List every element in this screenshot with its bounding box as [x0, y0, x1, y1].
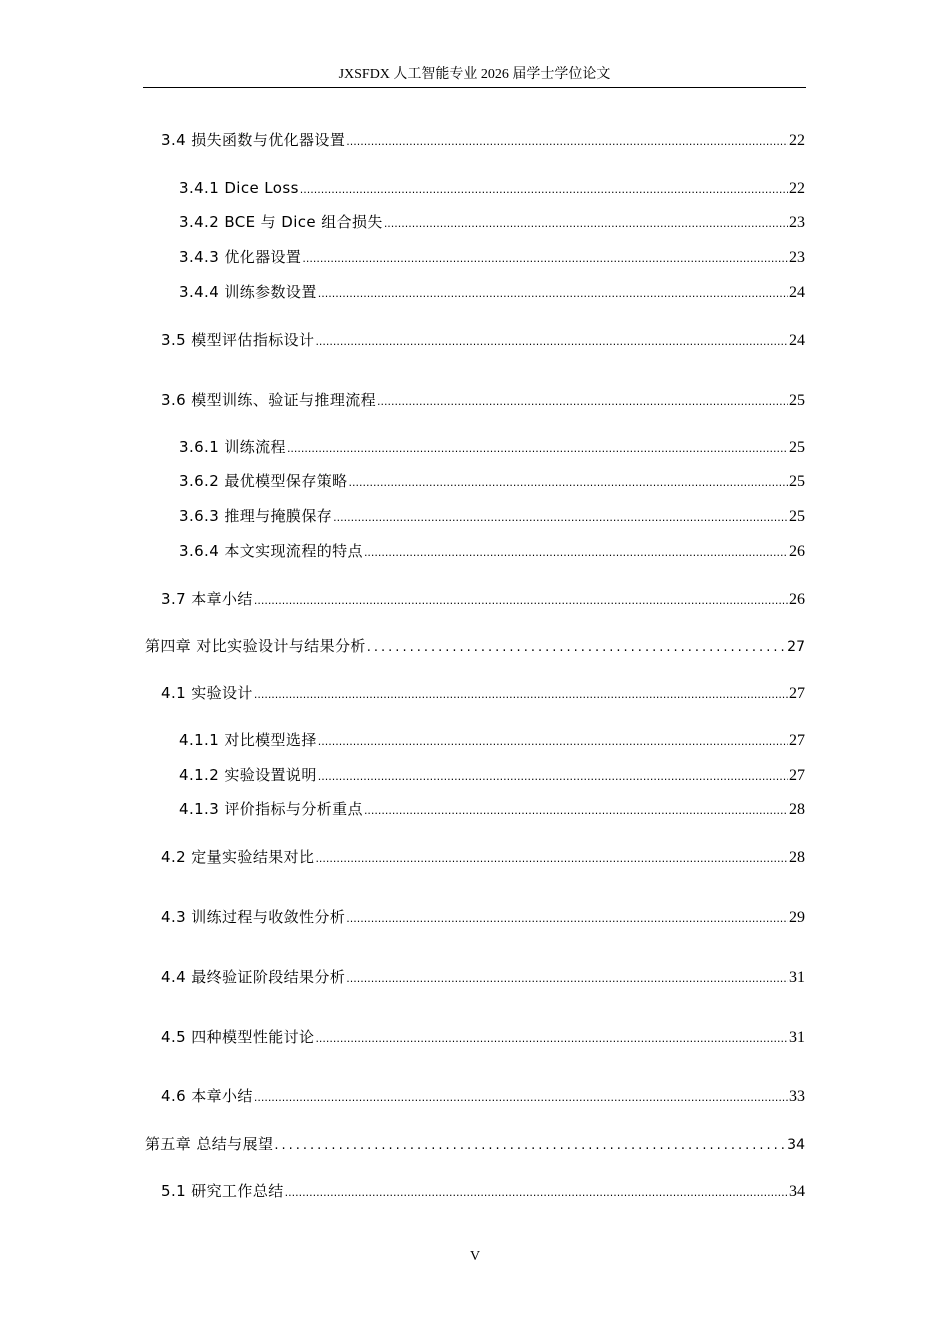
toc-entry-title: 4.1.1 对比模型选择 — [179, 731, 317, 749]
page-number: V — [469, 1249, 481, 1264]
toc-dot-leader — [254, 1087, 788, 1109]
toc-entry-page-number: 23 — [789, 214, 805, 231]
toc-section-entry[interactable] — [161, 588, 805, 610]
toc-entry-page-number: 31 — [789, 1029, 805, 1046]
toc-entry-title: 4.1.2 实验设置说明 — [179, 766, 317, 784]
toc-subsection-entry[interactable] — [179, 436, 805, 458]
toc-subsection-entry[interactable] — [179, 211, 805, 233]
toc-section-entry[interactable] — [161, 906, 805, 928]
toc-entry-title: 4.2 定量实验结果对比 — [161, 848, 315, 866]
toc-entry-page-number: 22 — [789, 180, 805, 197]
toc-chapter-entry[interactable] — [145, 1133, 805, 1155]
toc-section-entry[interactable] — [161, 329, 805, 351]
toc-entry-page-number: 27 — [787, 639, 805, 655]
toc-subsection-entry[interactable] — [179, 729, 805, 751]
toc-dot-leader — [333, 507, 788, 529]
toc-entry-page-number: 29 — [789, 909, 805, 926]
toc-subsection-entry[interactable] — [179, 470, 805, 492]
toc-dot-leader — [302, 248, 788, 270]
toc-chapter-entry[interactable] — [145, 635, 805, 657]
toc-dot-leader — [346, 908, 788, 930]
toc-entry-title: 4.1 实验设计 — [161, 684, 253, 702]
toc-entry-title: 3.6.4 本文实现流程的特点 — [179, 542, 363, 560]
toc-entry-page-number: 28 — [789, 849, 805, 866]
toc-entry-page-number: 34 — [787, 1137, 805, 1153]
toc-section-entry[interactable] — [161, 129, 805, 151]
toc-entry-title: 4.6 本章小结 — [161, 1087, 253, 1105]
toc-dot-leader — [349, 472, 788, 494]
toc-entry-page-number: 26 — [789, 591, 805, 608]
toc-section-entry[interactable] — [161, 1180, 805, 1202]
toc-dot-leader — [254, 684, 788, 706]
toc-dot-leader — [287, 438, 788, 460]
toc-entry-title: 4.5 四种模型性能讨论 — [161, 1028, 315, 1046]
toc-entry-page-number: 31 — [789, 969, 805, 986]
toc-dot-leader — [285, 1182, 788, 1204]
toc-dot-leader — [367, 637, 786, 659]
toc-entry-title: 3.5 模型评估指标设计 — [161, 331, 315, 349]
toc-subsection-entry[interactable] — [179, 540, 805, 562]
toc-entry-title: 3.4.2 BCE 与 Dice 组合损失 — [179, 213, 383, 231]
toc-entry-page-number: 25 — [789, 439, 805, 456]
toc-entry-page-number: 34 — [789, 1183, 805, 1200]
toc-entry-title: 第四章 对比实验设计与结果分析 — [145, 637, 366, 655]
toc-dot-leader — [384, 213, 788, 235]
toc-section-entry[interactable] — [161, 846, 805, 868]
toc-entry-page-number: 25 — [789, 392, 805, 409]
toc-entry-page-number: 27 — [789, 732, 805, 749]
toc-entry-page-number: 33 — [789, 1088, 805, 1105]
toc-subsection-entry[interactable] — [179, 281, 805, 303]
toc-dot-leader — [315, 1028, 788, 1050]
toc-section-entry[interactable] — [161, 389, 805, 411]
toc-entry-title: 第五章 总结与展望 — [145, 1135, 274, 1153]
toc-entry-page-number: 25 — [789, 508, 805, 525]
toc-entry-title: 3.4.4 训练参数设置 — [179, 283, 317, 301]
toc-dot-leader — [300, 179, 788, 201]
toc-section-entry[interactable] — [161, 1085, 805, 1107]
toc-entry-page-number: 25 — [789, 473, 805, 490]
toc-entry-page-number: 22 — [789, 132, 805, 149]
toc-entry-title: 3.4.1 Dice Loss — [179, 179, 299, 197]
toc-entry-page-number: 27 — [789, 767, 805, 784]
toc-subsection-entry[interactable] — [179, 177, 805, 199]
toc-dot-leader — [254, 590, 788, 612]
toc-entry-page-number: 26 — [789, 543, 805, 560]
toc-entry-title: 4.1.3 评价指标与分析重点 — [179, 800, 363, 818]
toc-entry-title: 4.4 最终验证阶段结果分析 — [161, 968, 346, 986]
toc-entry-title: 4.3 训练过程与收敛性分析 — [161, 908, 346, 926]
toc-dot-leader — [364, 800, 788, 822]
toc-dot-leader — [318, 766, 788, 788]
toc-dot-leader — [274, 1135, 786, 1157]
toc-subsection-entry[interactable] — [179, 505, 805, 527]
toc-entry-title: 5.1 研究工作总结 — [161, 1182, 284, 1200]
running-header: JXSFDX 人工智能专业 2026 届学士学位论文 — [338, 67, 611, 82]
toc-entry-page-number: 23 — [789, 249, 805, 266]
toc-entry-title: 3.6 模型训练、验证与推理流程 — [161, 391, 377, 409]
toc-dot-leader — [346, 968, 788, 990]
toc-dot-leader — [315, 848, 788, 870]
toc-entry-title: 3.6.3 推理与掩膜保存 — [179, 507, 333, 525]
toc-subsection-entry[interactable] — [179, 246, 805, 268]
toc-entry-page-number: 24 — [789, 284, 805, 301]
toc-dot-leader — [377, 391, 788, 413]
toc-entry-title: 3.4 损失函数与优化器设置 — [161, 131, 346, 149]
toc-dot-leader — [364, 542, 788, 564]
toc-entry-page-number: 27 — [789, 685, 805, 702]
toc-entry-title: 3.7 本章小结 — [161, 590, 253, 608]
toc-section-entry[interactable] — [161, 1026, 805, 1048]
toc-dot-leader — [346, 131, 788, 153]
toc-entry-title: 3.6.2 最优模型保存策略 — [179, 472, 348, 490]
toc-dot-leader — [318, 283, 788, 305]
toc-dot-leader — [318, 731, 788, 753]
toc-entry-page-number: 28 — [789, 801, 805, 818]
toc-dot-leader — [315, 331, 788, 353]
toc-subsection-entry[interactable] — [179, 764, 805, 786]
toc-entry-title: 3.6.1 训练流程 — [179, 438, 286, 456]
toc-entry-title: 3.4.3 优化器设置 — [179, 248, 302, 266]
toc-section-entry[interactable] — [161, 682, 805, 704]
toc-subsection-entry[interactable] — [179, 798, 805, 820]
toc-entry-page-number: 24 — [789, 332, 805, 349]
toc-section-entry[interactable] — [161, 966, 805, 988]
